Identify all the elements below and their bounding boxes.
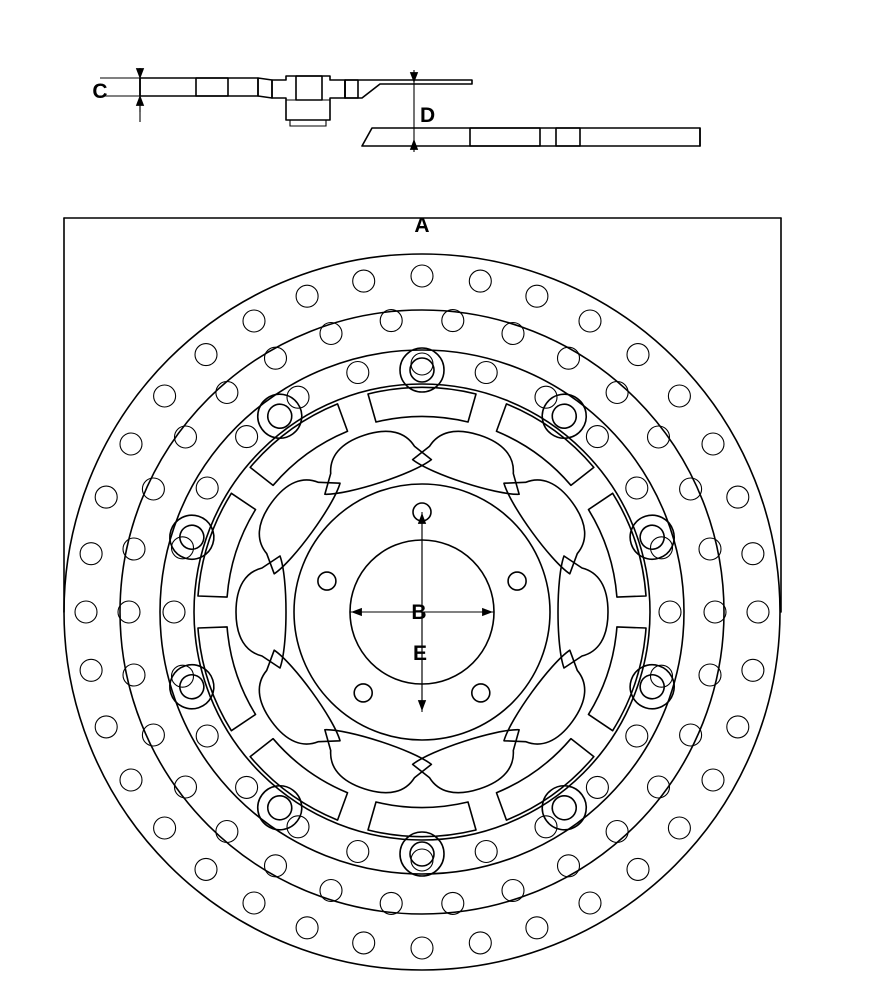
dimension-e-label: E bbox=[412, 642, 428, 665]
face-view bbox=[64, 214, 781, 970]
dimension-a-label: A bbox=[414, 214, 430, 237]
section-left-plate bbox=[140, 78, 272, 98]
disc-body bbox=[64, 254, 780, 970]
dimension-b-label: B bbox=[411, 601, 427, 624]
section-right-lower-plate bbox=[362, 128, 700, 146]
section-right-upper-plate bbox=[345, 80, 472, 98]
dimension-c-label: C bbox=[92, 80, 108, 103]
cross-section-view bbox=[92, 68, 700, 152]
dimension-c bbox=[92, 68, 175, 122]
section-center-hub bbox=[272, 76, 345, 126]
dimension-d-label: D bbox=[420, 104, 436, 127]
dimension-d bbox=[414, 70, 435, 152]
